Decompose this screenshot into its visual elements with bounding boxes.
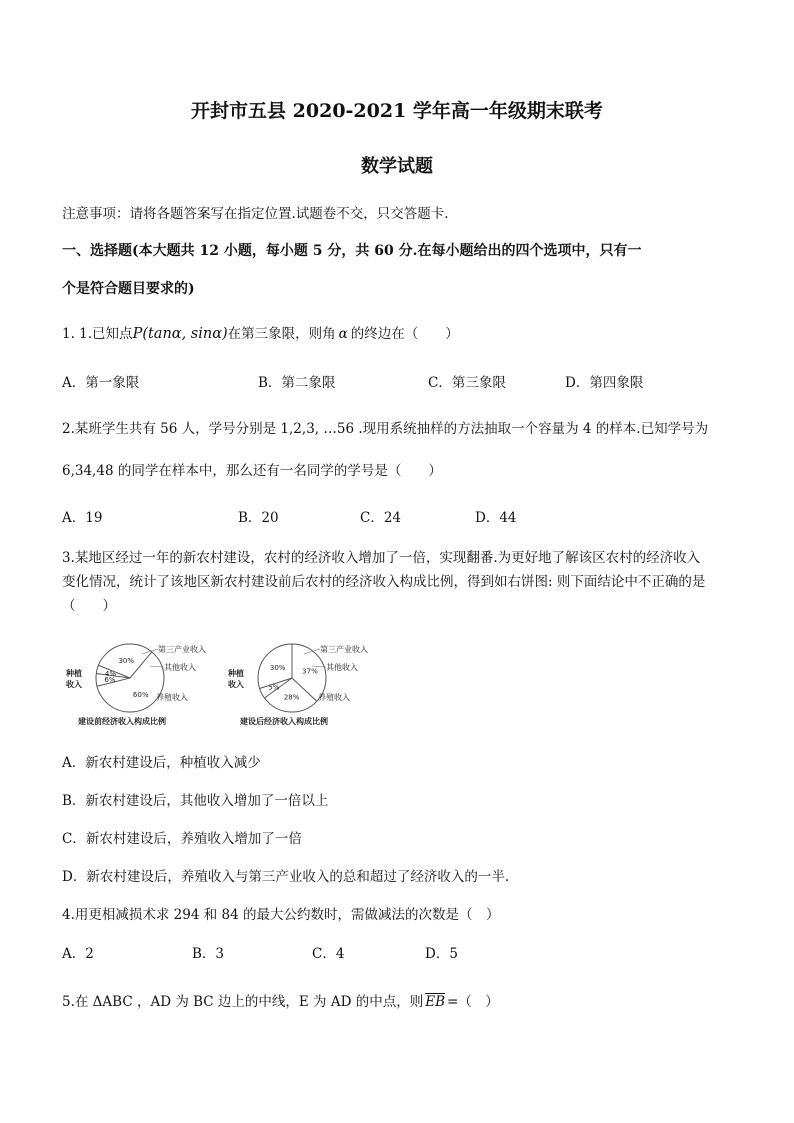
q3-option-a: A．新农村建设后，种植收入减少 bbox=[62, 755, 261, 771]
q2-option-d: D．44 bbox=[475, 510, 517, 526]
pie-value-label: 5% bbox=[268, 683, 280, 692]
notice-text: 注意事项：请将各题答案写在指定位置.试题卷不交，只交答题卡. bbox=[62, 206, 449, 222]
pie-value-label: 6% bbox=[104, 676, 116, 685]
question-2-line2: 6,34,48 的同学在样本中，那么还有一名同学的学号是（ ） bbox=[62, 463, 442, 479]
pie-value-label: 37% bbox=[302, 667, 318, 676]
q3-option-d: D．新农村建设后，养殖收入与第三产业收入的总和超过了经济收入的一半. bbox=[62, 869, 510, 885]
pie-value-label: 30% bbox=[118, 656, 135, 665]
q1-option-c: C．第三象限 bbox=[428, 375, 506, 391]
q4-option-c: C．4 bbox=[312, 946, 345, 962]
pie-category-breeding: 养殖收入 bbox=[318, 693, 350, 702]
q1-option-b: B．第二象限 bbox=[258, 375, 336, 391]
q4-option-a: A．2 bbox=[62, 946, 94, 962]
pie-value-label: 60% bbox=[132, 690, 149, 699]
question-1 bbox=[62, 322, 459, 342]
q4-option-b: B．3 bbox=[192, 946, 225, 962]
pie-category-planting: 种植 bbox=[66, 669, 82, 678]
q3-option-c: C．新农村建设后，养殖收入增加了一倍 bbox=[62, 831, 302, 847]
q2-option-b: B．20 bbox=[238, 510, 279, 526]
pie-category-other: 其他收入 bbox=[326, 663, 358, 672]
q4-option-d: D．5 bbox=[425, 946, 458, 962]
page-subtitle: 数学试题 bbox=[361, 156, 433, 177]
pie-charts-figure bbox=[60, 628, 400, 732]
pie-category-planting: 收入 bbox=[66, 680, 82, 689]
q5-vector: $\overline{EB}$ bbox=[425, 994, 445, 1010]
question-2-line1: 2.某班学生共有 56 人，学号分别是 1,2,3, …56 .现用系统抽样的方法抽取一个容量为 4 的样本.已知学号为 bbox=[62, 421, 709, 437]
q1-option-d: D．第四象限 bbox=[565, 375, 644, 391]
pie-category-other: 其他收入 bbox=[164, 663, 196, 672]
q5-suffix: =（ ） bbox=[447, 994, 499, 1010]
pie-category-planting: 收入 bbox=[228, 680, 244, 689]
q1-prefix: 1. 1.已知点 bbox=[62, 326, 133, 342]
question-4: 4.用更相减损术求 294 和 84 的最大公约数时，需做减法的次数是（ ） bbox=[62, 907, 500, 923]
section-heading-line1: 一、选择题(本大题共 12 小题，每小题 5 分，共 60 分.在每小题给出的四个选项中，只有一 bbox=[62, 243, 642, 259]
pie-category-planting: 种植 bbox=[228, 669, 244, 678]
pie-value-label: 30% bbox=[269, 664, 286, 673]
q1-math-expression: P(tanα, sinα) bbox=[132, 326, 228, 342]
question-3-line3: （ ） bbox=[62, 598, 116, 614]
q1-option-a: A．第一象限 bbox=[62, 375, 140, 391]
question-3-line2: 变化情况，统计了该地区新农村建设前后农村的经济收入构成比例，得到如右饼图: 则下面结论中不正确的是 bbox=[62, 574, 706, 590]
pie-title: 建设前经济收入构成比例 bbox=[78, 717, 166, 726]
pie-category-tertiary: 第三产业收入 bbox=[158, 645, 206, 654]
question-5 bbox=[62, 990, 499, 1010]
q3-option-b: B．新农村建设后，其他收入增加了一倍以上 bbox=[62, 793, 329, 809]
page-title: 开封市五县 2020-2021 学年高一年级期末联考 bbox=[191, 100, 603, 122]
pie-category-tertiary: 第三产业收入 bbox=[320, 645, 368, 654]
question-3-line1: 3.某地区经过一年的新农村建设，农村的经济收入增加了一倍，实现翻番.为更好地了解该区农村的经济收入 bbox=[62, 550, 701, 566]
q2-option-c: C．24 bbox=[360, 510, 402, 526]
pie-value-label: 4% bbox=[104, 670, 117, 679]
q5-text: 5.在 ΔABC ，AD 为 BC 边上的中线，E 为 AD 的中点，则 bbox=[62, 994, 424, 1010]
q1-mid: 在第三象限，则角 bbox=[227, 326, 336, 342]
pie-category-breeding: 养殖收入 bbox=[156, 693, 188, 702]
pie-title: 建设后经济收入构成比例 bbox=[240, 717, 328, 726]
q2-option-a: A．19 bbox=[62, 510, 103, 526]
section-heading-line2: 个是符合题目要求的) bbox=[62, 281, 195, 297]
q1-alpha: α bbox=[338, 326, 348, 342]
q1-suffix: 的终边在（ ） bbox=[350, 326, 459, 342]
pie-value-label: 28% bbox=[283, 693, 300, 702]
